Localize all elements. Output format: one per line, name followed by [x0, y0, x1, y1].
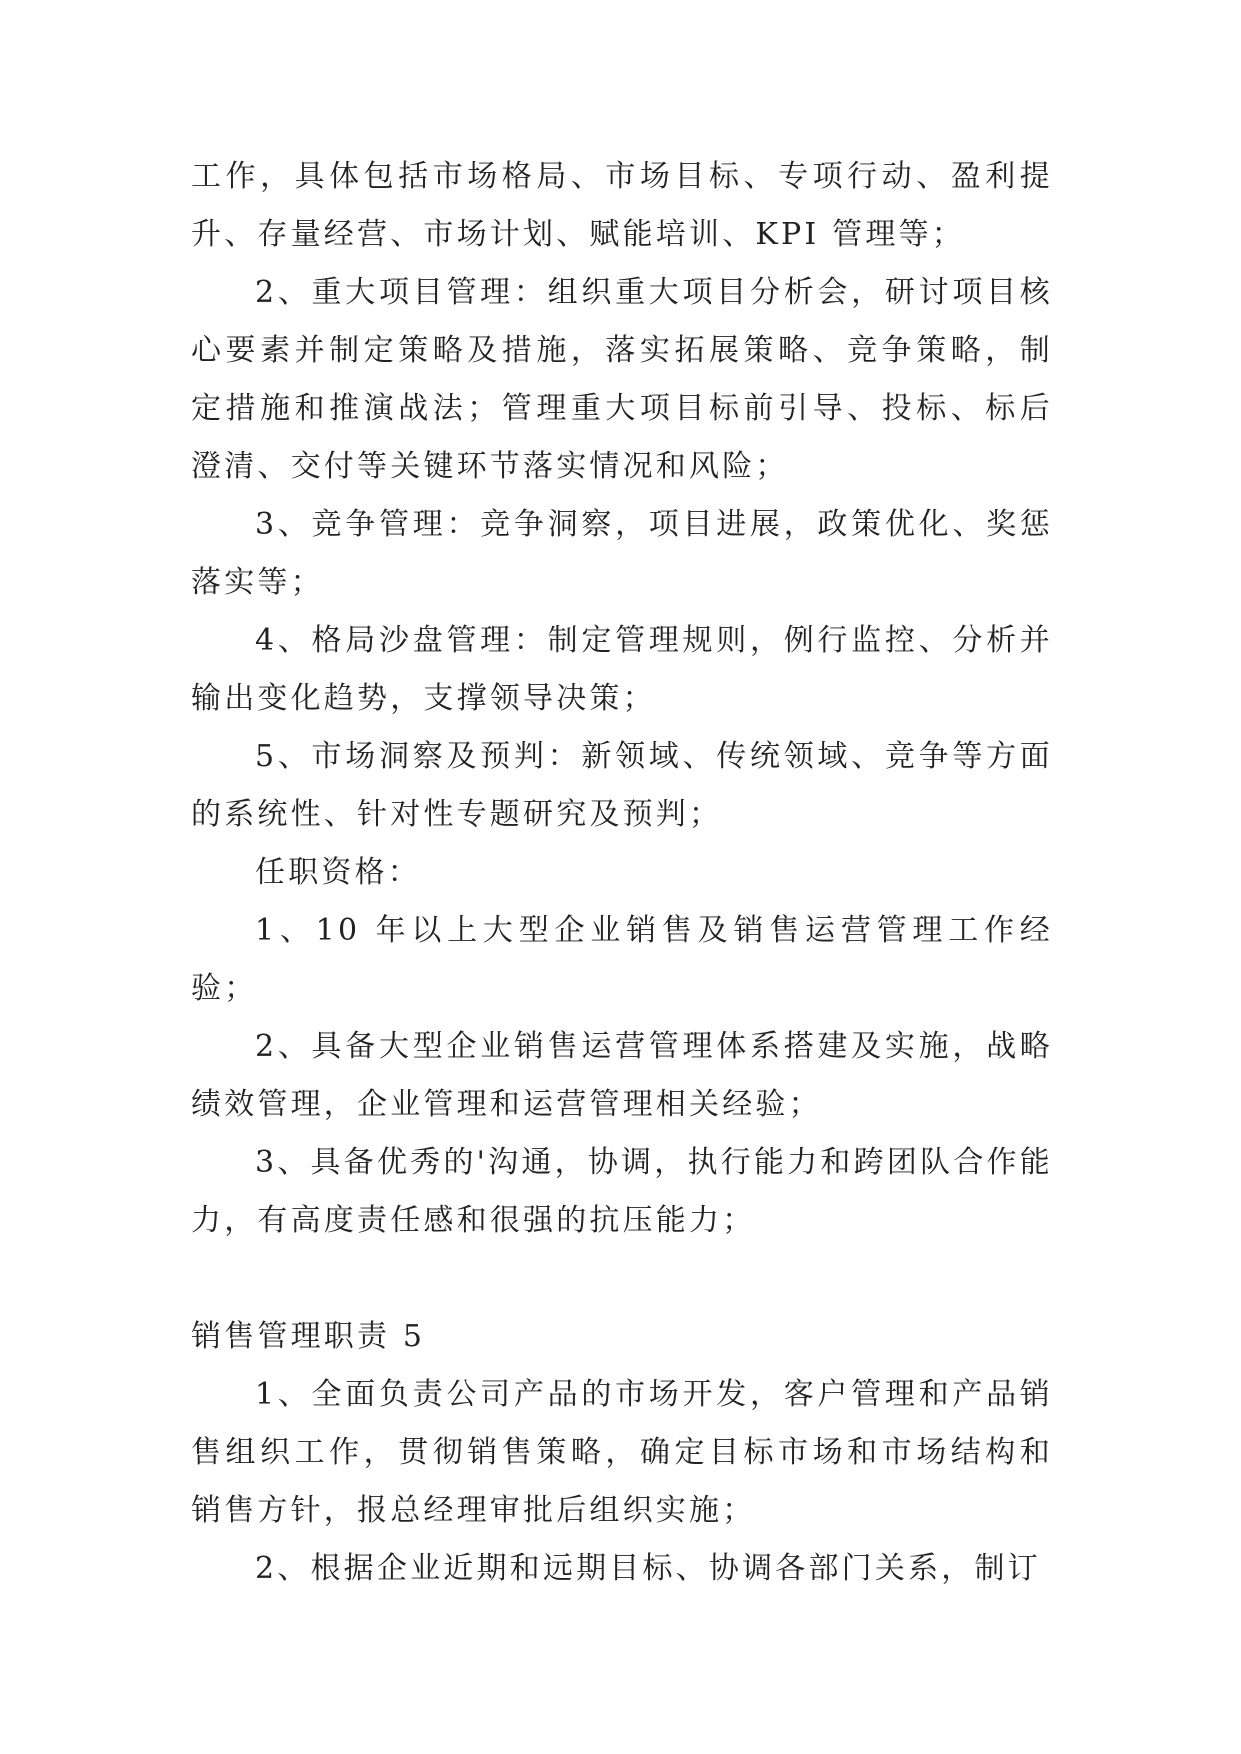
paragraph-duty-2: 2、根据企业近期和远期目标、协调各部门关系，制订 — [255, 1551, 1041, 1586]
document-body — [191, 148, 1053, 1598]
paragraph-qualification-1: 1、10 年以上大型企业销售及销售运营管理工作经验； — [191, 913, 1053, 1006]
section-title: 销售管理职责 5 — [191, 1319, 426, 1354]
paragraph-qualification-2: 2、具备大型企业销售运营管理体系搭建及实施，战略绩效管理，企业管理和运营管理相关经验； — [191, 1029, 1053, 1122]
paragraph-sandbox-management: 4、格局沙盘管理：制定管理规则，例行监控、分析并输出变化趋势，支撑领导决策； — [191, 623, 1053, 716]
paragraph-qualification-3: 3、具备优秀的'沟通，协调，执行能力和跨团队合作能力，有高度责任感和很强的抗压能力； — [191, 1145, 1053, 1238]
paragraph-duty-1: 1、全面负责公司产品的市场开发，客户管理和产品销售组织工作，贯彻销售策略，确定目标市场和市场结构和销售方针，报总经理审批后组织实施； — [191, 1377, 1053, 1528]
paragraph-market-insight: 5、市场洞察及预判：新领域、传统领域、竞争等方面的系统性、针对性专题研究及预判； — [191, 739, 1053, 832]
paragraph-major-project-management: 2、重大项目管理：组织重大项目分析会，研讨项目核心要素并制定策略及措施，落实拓展策略、竞争策略，制定措施和推演战法；管理重大项目标前引导、投标、标后澄清、交付等关键环节落实情况和风险； — [191, 275, 1053, 484]
paragraph-continuation: 工作，具体包括市场格局、市场目标、专项行动、盈利提升、存量经营、市场计划、赋能培训、KPI 管理等； — [191, 159, 1053, 252]
paragraph-competition-management: 3、竞争管理：竞争洞察，项目进展，政策优化、奖惩落实等； — [191, 507, 1053, 600]
paragraph-qualifications-heading: 任职资格： — [255, 855, 421, 890]
